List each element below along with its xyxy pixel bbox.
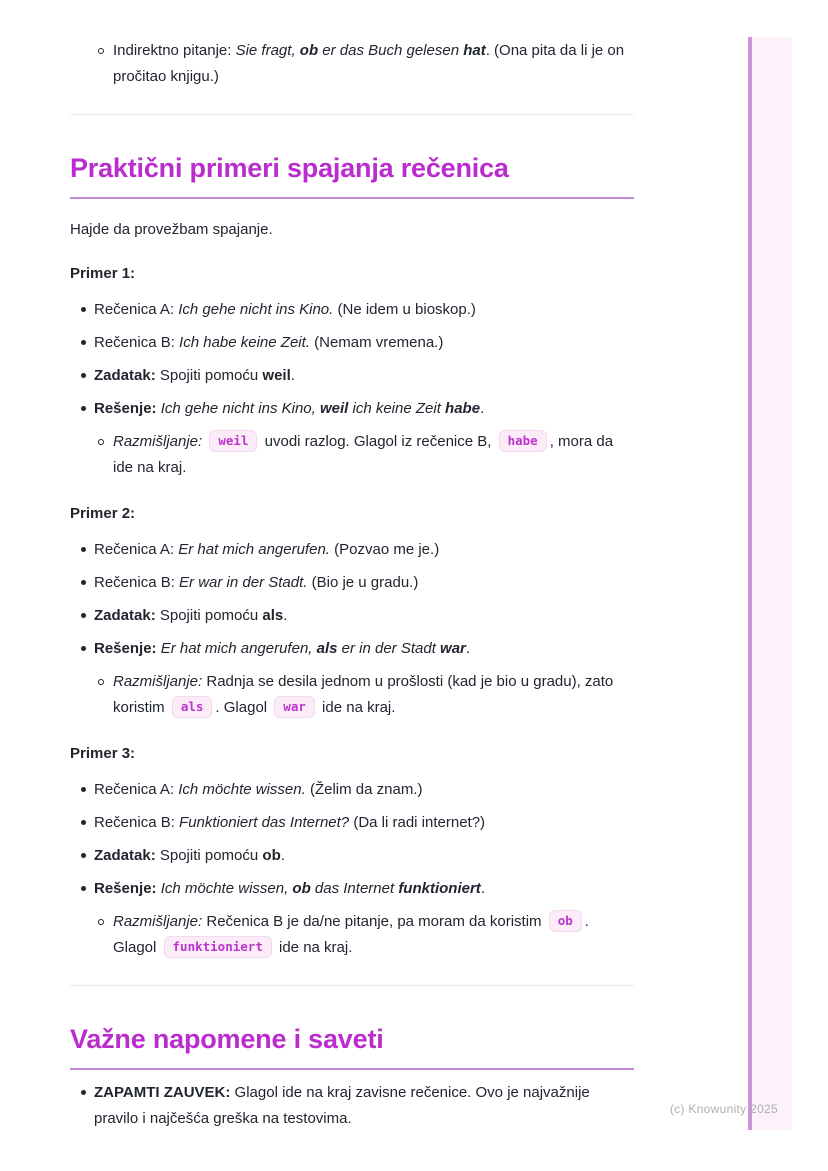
inline-code-chip: als [172,696,213,718]
bullet-glyph [98,48,104,54]
bullet-glyph [81,580,86,585]
list-item-text [94,603,634,629]
bullet-glyph [81,340,86,345]
bullet-disc-icon [70,843,94,869]
text-run: Indirektno pitanje: [113,42,236,59]
example-list [70,297,634,481]
text-run: Funktioniert das Internet? [179,814,350,831]
bullet-disc-icon [70,603,94,629]
text-run: ob [299,42,319,59]
text-run: Rešenje: [94,400,157,417]
text-run: Spojiti pomoću [155,847,263,864]
text-run: weil [319,400,349,417]
text-run: Rečenica B: [94,334,180,351]
bullet-circle-icon [92,38,113,64]
text-run: als [262,607,284,624]
inline-code-chip: habe [499,430,547,452]
example-label: Primer 3: [70,745,136,762]
bullet-disc-icon [70,810,94,836]
text-run: . [290,367,295,384]
section-title-prakticni-primeri: Praktični primeri spajanja rečenica [70,151,634,199]
text-run: . [465,640,471,657]
bullet-glyph [81,613,86,618]
text-run: . [480,880,485,897]
example-list [70,537,634,721]
section-divider [70,985,634,986]
text-run: Rečenica A: [94,781,179,798]
bullet-glyph [81,646,86,651]
list-item-text [94,1080,634,1132]
list-item-text [113,909,634,961]
list-item [70,363,634,389]
list-item-text [113,38,634,90]
text-run: Zadatak: [94,607,156,624]
text-run: . [480,400,485,417]
text-run: das Internet [310,880,399,897]
list-item-text [94,537,634,563]
list-item [70,909,634,961]
bullet-glyph [81,406,86,411]
text-run: uvodi razlog. Glagol iz rečenice B, [260,433,496,450]
text-run: . [280,847,285,864]
text-run: ide na kraj. [274,939,353,956]
bullet-disc-icon [70,330,94,356]
list-item-text [113,429,634,481]
example-list [70,777,634,961]
text-run: (Pozvao me je.) [329,541,440,558]
list-item-text [94,636,634,662]
text-run: Rešenje: [94,640,157,657]
text-run: (Nemam vremena.) [309,334,444,351]
list-item [70,777,634,803]
text-run: Zadatak: [94,847,156,864]
list-item [70,603,634,629]
text-run: hat [463,42,486,59]
text-run: . [283,607,288,624]
text-run: Zadatak: [94,367,156,384]
example-label: Primer 1: [70,265,136,282]
bullet-glyph [81,547,86,552]
text-run: als [316,640,338,657]
bullet-disc-icon [70,636,94,662]
bullet-circle-icon [92,669,113,695]
text-run: habe [445,400,481,417]
text-run: weil [262,367,291,384]
page-edge-decoration [748,37,792,1130]
watermark: (c) Knowunity 2025 [669,1102,778,1116]
text-run: (Da li radi internet?) [349,814,486,831]
text-run: (Bio je u gradu.) [307,574,419,591]
bullet-circle-icon [92,909,113,935]
text-run: (Ne idem u bioskop.) [333,301,476,318]
text-run: Ich gehe nicht ins Kino. [178,301,334,318]
text-run: Razmišljanje: [113,673,207,690]
text-run: Ich möchte wissen, [160,880,293,897]
bullet-glyph [81,1090,86,1095]
text-run: ob [262,847,281,864]
bullet-disc-icon [70,537,94,563]
bullet-glyph [98,439,104,445]
text-run: Er hat mich angerufen, [160,640,317,657]
list-item-text [113,669,634,721]
text-run: Ich möchte wissen. [178,781,306,798]
document-content [70,0,634,1152]
text-run: Er hat mich angerufen. [178,541,330,558]
inline-code-chip: funktioniert [164,936,272,958]
text-run: Rečenica B je da/ne pitanje, pa moram da koristim [206,913,546,930]
list-item-text [94,843,634,869]
text-run: Rečenica B: [94,814,180,831]
examples-container [70,261,634,961]
text-run: war [440,640,466,657]
inline-code-chip: weil [209,430,257,452]
bullet-disc-icon [70,396,94,422]
text-run: Spojiti pomoću [155,367,263,384]
list-item-text [94,396,634,422]
text-run: . Glagol [113,913,589,956]
list-item-text [94,297,634,323]
bullet-glyph [81,787,86,792]
text-run: Rečenica A: [94,301,179,318]
text-run: Ich gehe nicht ins Kino, [160,400,320,417]
bullet-disc-icon [70,363,94,389]
bullet-glyph [98,679,104,685]
list-item [70,330,634,356]
example-label: Primer 2: [70,505,136,522]
intro-list [70,38,634,90]
list-item [70,537,634,563]
list-item [70,38,634,90]
text-run: Rečenica A: [94,541,179,558]
bullet-disc-icon [70,570,94,596]
inline-code-chip: ob [549,910,582,932]
text-run: Rešenje: [94,880,157,897]
list-item-text [94,330,634,356]
bullet-circle-icon [92,429,113,455]
text-run: ide na kraj. [317,699,396,716]
text-run: Spojiti pomoću [155,607,263,624]
list-item [70,429,634,481]
text-run: Razmišljanje: [113,433,207,450]
list-item [70,669,634,721]
bullet-disc-icon [70,1080,94,1106]
bullet-glyph [81,820,86,825]
lead-paragraph: Hajde da provežbam spajanje. [70,221,273,238]
list-item [70,1080,634,1132]
bullet-disc-icon [70,777,94,803]
list-item-text [94,810,634,836]
text-run: er in der Stadt [337,640,441,657]
text-run: funktioniert [398,880,481,897]
inline-code-chip: war [274,696,315,718]
section-title-vazne-napomene: Važne napomene i saveti [70,1022,634,1070]
text-run: Radnja se desila jednom u prošlosti (kad je bio u gradu), zato koristim [113,673,614,716]
text-run: . Glagol [215,699,272,716]
text-run: Ich habe keine Zeit. [179,334,310,351]
text-run: Er war in der Stadt. [179,574,308,591]
text-run: Sie fragt, [235,42,300,59]
text-run: Glagol ide na kraj zavisne rečenice. Ovo je najvažnije pravilo i najčešća greška na testovima. [94,1084,590,1127]
list-item-text [94,777,634,803]
text-run: , mora da ide na kraj. [113,433,614,476]
text-run: (Želim da znam.) [305,781,423,798]
list-item [70,297,634,323]
list-item-text [94,570,634,596]
list-item [70,636,634,662]
text-run: . (Ona pita da li je on pročitao knjigu.) [113,42,625,85]
list-item [70,570,634,596]
text-run: er das Buch gelesen [318,42,464,59]
bullet-glyph [81,307,86,312]
list-item [70,810,634,836]
list-item-text [94,363,634,389]
list-item [70,396,634,422]
section-divider [70,114,634,115]
bullet-glyph [81,373,86,378]
bullet-disc-icon [70,876,94,902]
bullet-glyph [81,853,86,858]
text-run: ZAPAMTI ZAUVEK: [94,1084,231,1101]
bullet-glyph [98,919,104,925]
text-run: Rečenica B: [94,574,180,591]
text-run: Razmišljanje: [113,913,207,930]
list-item-text [94,876,634,902]
bullet-disc-icon [70,297,94,323]
notes-list [70,1080,634,1132]
list-item [70,843,634,869]
text-run: ich keine Zeit [348,400,446,417]
text-run: ob [292,880,311,897]
list-item [70,876,634,902]
bullet-glyph [81,886,86,891]
